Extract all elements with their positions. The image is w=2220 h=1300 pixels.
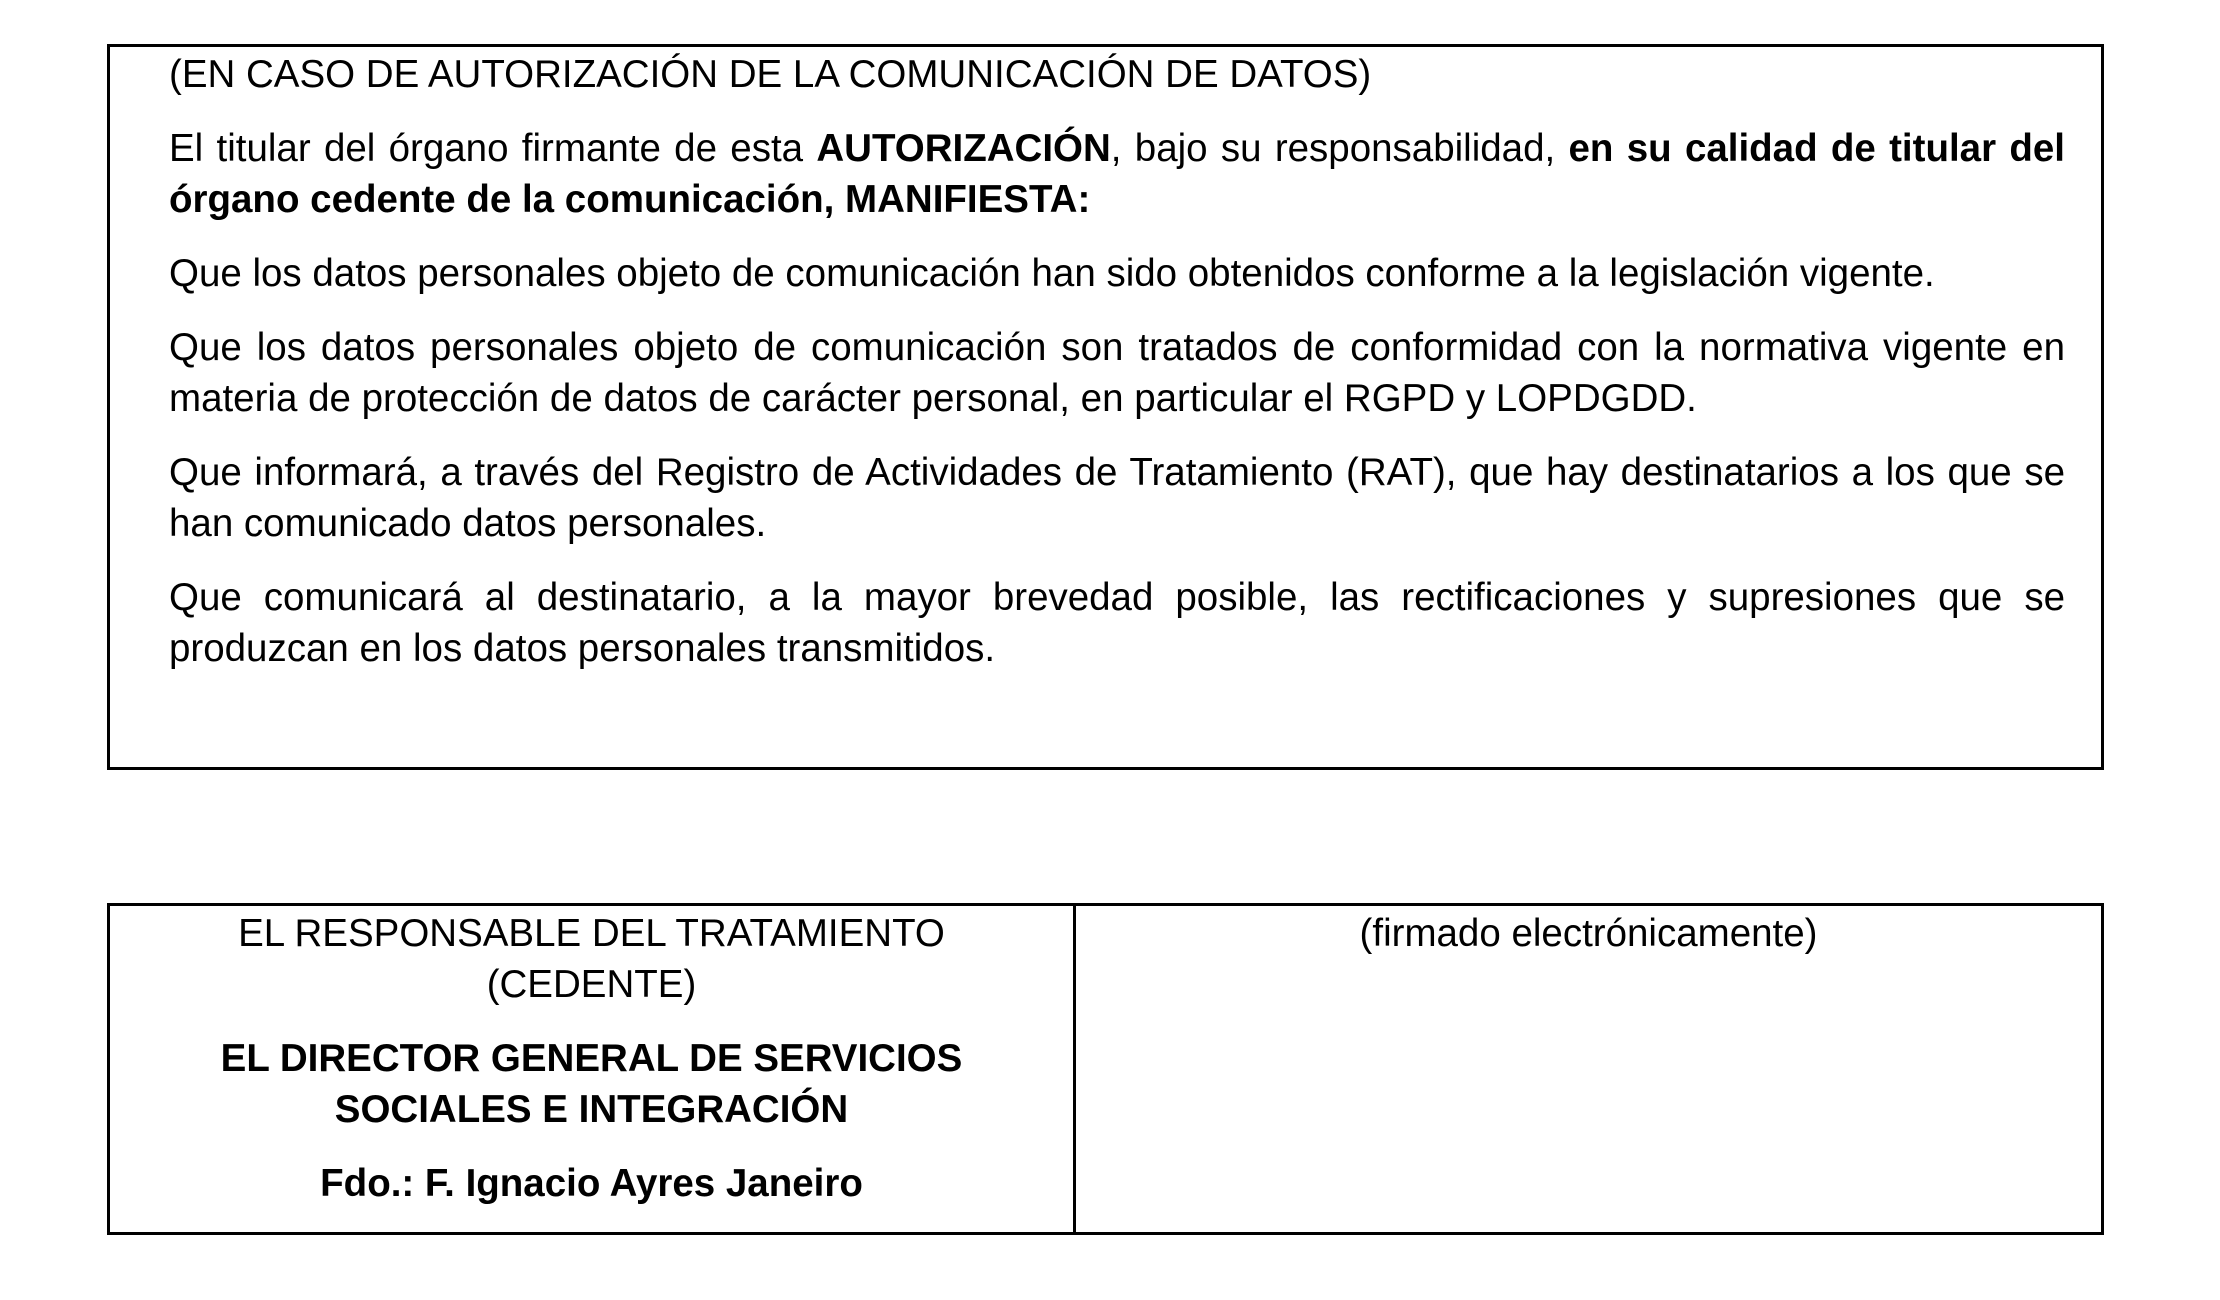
intro-bold-manifiesta: en su calidad de titular del órgano cedente de la comunicación, MANIFIESTA: [169,127,2065,221]
intro-text-2: , bajo su responsabilidad, [1110,127,1569,170]
director-title-line1: EL DIRECTOR GENERAL DE SERVICIOS [220,1037,963,1080]
authorization-intro [169,123,2065,225]
signature-electronic-cell [1076,906,2101,1234]
signature-responsible-cell [110,906,1076,1232]
statement-legislation: Que los datos personales objeto de comunicación han sido obtenidos conforme a la legislación vigente. [169,252,1935,295]
intro-text-1: El titular del órgano firmante de esta [169,127,817,170]
responsible-title: EL RESPONSABLE DEL TRATAMIENTO [238,912,945,955]
signature-table [107,903,2104,1235]
authorization-content [169,49,2065,674]
authorization-box [107,44,2104,770]
director-title-line2: SOCIALES E INTEGRACIÓN [334,1088,849,1131]
signer-name: Fdo.: F. Ignacio Ayres Janeiro [320,1162,863,1205]
electronic-signature-note: (firmado electrónicamente) [1359,912,1818,955]
authorization-heading: (EN CASO DE AUTORIZACIÓN DE LA COMUNICACIÓN DE DATOS) [169,53,1372,96]
statement-rgpd: Que los datos personales objeto de comunicación son tratados de conformidad con la normativa vigente en materia de protección de datos de carácter personal, en particular el RGPD y LOPDGDD. [169,326,2065,420]
statement-rat: Que informará, a través del Registro de Actividades de Tratamiento (RAT), que hay destinatarios a los que se han comunicado datos personales. [169,451,2065,545]
statement-rectifications: Que comunicará al destinatario, a la mayor brevedad posible, las rectificaciones y supresiones que se produzcan en los datos personales transmitidos. [169,576,2065,670]
responsible-subtitle: (CEDENTE) [486,963,697,1006]
intro-bold-autorizacion: AUTORIZACIÓN [816,127,1111,170]
